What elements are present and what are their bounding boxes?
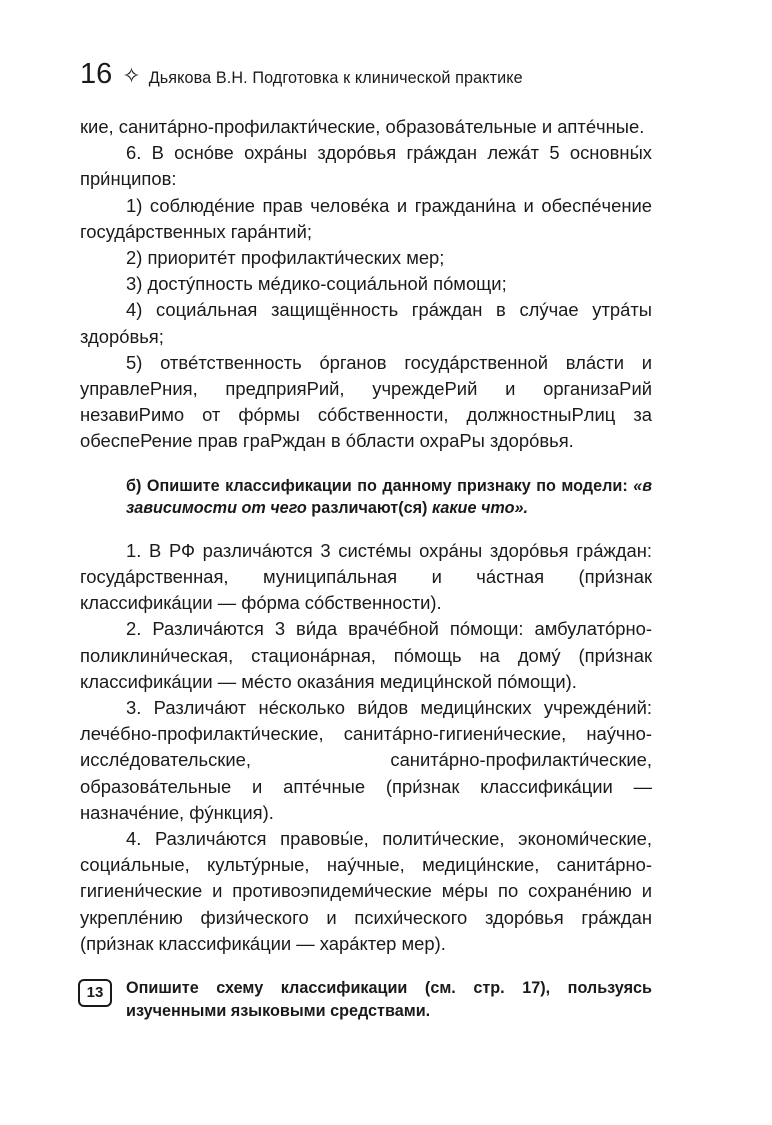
task-b-quote-1: «в зависимости: [126, 476, 652, 518]
exercise-13: [80, 977, 652, 1022]
exercise-number-badge: 13: [78, 979, 112, 1007]
exercise-text: Опишите схему классификации (см. стр. 17), пользуясь изученными языковыми средствами.: [126, 979, 652, 1020]
running-title: Дьякова В.Н. Подготовка к клинической практике: [148, 69, 523, 87]
paragraph-continuation: кие, санитáрно-профилакти́ческие, образовáтельные и аптéчные.: [80, 116, 645, 137]
task-b-quote-2: от чего: [241, 499, 307, 518]
task-b-heading: [126, 475, 652, 520]
task-b-lead: б) Опишите классификации по данному признаку по модели:: [126, 476, 634, 495]
page-number: 16: [80, 58, 113, 90]
page: [80, 50, 652, 1022]
paragraph-principle-1: 1) соблюдéние прав человéка и граждани́на и обеспéчение госудáрственных гарáнтий;: [80, 194, 652, 242]
paragraph-principles-intro: 6. В оснóве охрáны здорóвья грáждан лежáт 5 основны́х при́нципов:: [80, 142, 652, 190]
paragraph-principle-4: 4) социáльная защищённость грáждан в слýчае утрáты здорóвья;: [80, 299, 652, 347]
star-icon: ✧: [122, 63, 141, 88]
paragraph-answer-4: 4. Различáются правовы́е, полити́ческие, экономи́ческие, социáльные, культýрные, наýчные, медици́нские, санитáрно-гигиени́ческие и противоэпидеми́ческие мéры по сохранéнию и укреплéнию физи́ческого и психи́ческого здорóвья грáждан (при́знак классификáции — харáктер мер).: [80, 828, 652, 954]
spacer: [80, 520, 652, 538]
paragraph-answer-1: 1. В РФ различáются 3 систéмы охрáны здорóвья грáждан: госудáрственная, муниципáльная и чáстная (при́знак классификáции — фóрма сóбственности).: [80, 539, 652, 614]
paragraph-principle-5: 5) отвéтственность óрганов госудáрственной влáсти и управлеРния, предприяРий, учреждеРий и организаРий незавиРимо от фóрмы сóбственности, должностныРлиц за обеспеРение прав граРждан в óбласти охраРы здорóвья.: [80, 351, 652, 452]
paragraph-principle-2: 2) приоритéт профилакти́ческих мер;: [126, 247, 445, 269]
task-b-quote-5: ».: [514, 499, 528, 518]
task-b-quote-4: какие что: [431, 499, 515, 518]
paragraph-principle-3: 3) достýпность мéдико-социáльной пóмощи;: [126, 273, 507, 295]
task-b-quote-3: различают(ся): [306, 499, 432, 518]
paragraph-answer-2: 2. Различáются 3 ви́да врачéбной пóмощи: амбулатóрно-поликлини́ческая, стационáрная, пóмощь на домý (при́знак классификáции — мéсто оказáния медици́нской пóмощи).: [80, 618, 652, 692]
paragraph-answer-3: 3. Различáют нéсколько ви́дов медици́нских учреждéний: лечéбно-профилакти́ческие, санитáрно-гигиени́ческие, наýчно-исслéдовательские, санитáрно-профилакти́ческие, образовáтельные и аптéчные (при́знак классификáции — назначéние, фýнкция).: [80, 697, 652, 823]
running-head: [80, 50, 652, 98]
